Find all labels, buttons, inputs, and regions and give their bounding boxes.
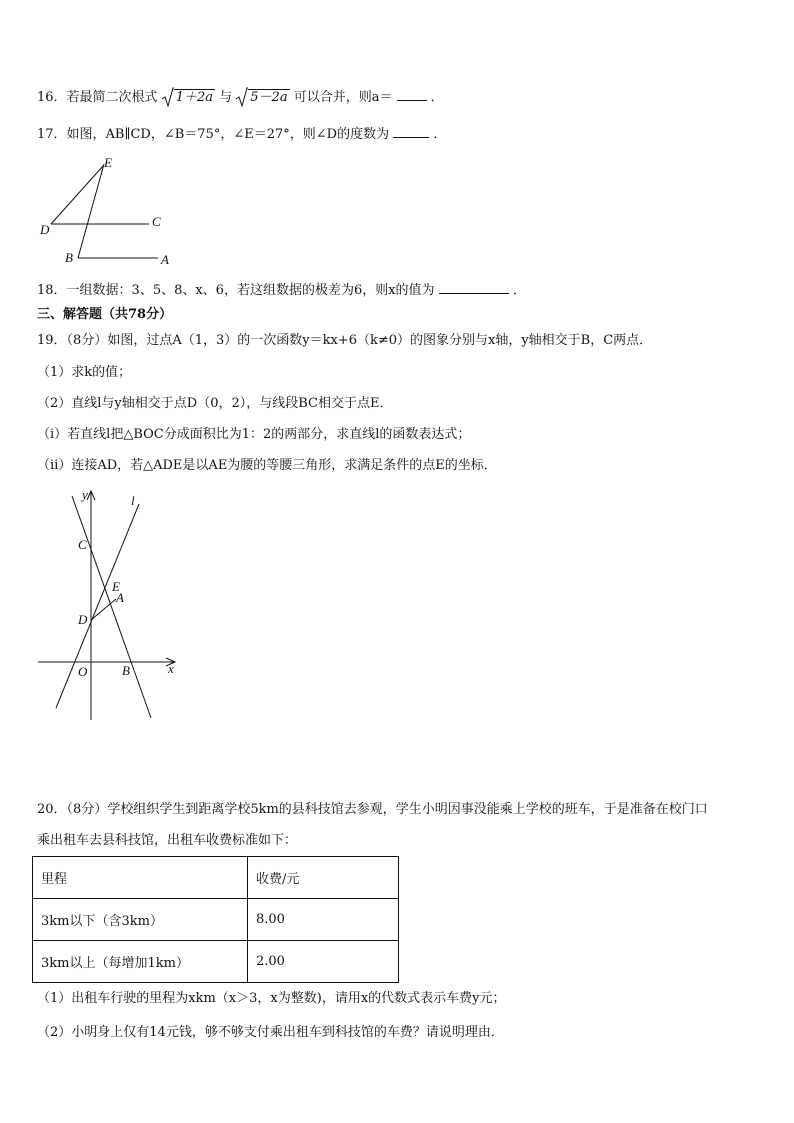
q17-text: 17．如图，AB∥CD，∠B＝75°，∠E＝27°，则∠D的度数为 — [37, 127, 390, 142]
label-e: E — [112, 579, 120, 594]
q17-line — [37, 125, 446, 144]
q19-stem: 19．（8分）如图，过点A（1，3）的一次函数y＝kx+6（k≠0）的图象分别与x轴，y轴相交于B，C两点． — [37, 333, 653, 348]
fare-table — [32, 856, 399, 983]
q16-line — [37, 88, 444, 107]
q16-prefix: 16．若最简二次根式 — [37, 90, 158, 105]
section-heading: 三、解答题（共78分） — [37, 307, 173, 322]
label-b: B — [65, 250, 73, 265]
answer-blank-17[interactable] — [393, 125, 429, 138]
q18-end: ． — [512, 283, 526, 298]
radicand-1: 1＋2a — [175, 90, 213, 105]
label-o: O — [78, 664, 88, 679]
label-e: E — [104, 155, 112, 170]
table-header-row — [33, 857, 399, 899]
header-mileage: 里程 — [33, 857, 248, 899]
q19-part2-ii: （ⅱ）连接AD，若△ADE是以AE为腰的等腰三角形，求满足条件的点E的坐标． — [37, 458, 497, 473]
q20-stem-2: 乘出租车去县科技馆，出租车收费标准如下： — [37, 833, 298, 848]
table-row — [33, 941, 399, 983]
label-d: D — [40, 222, 50, 237]
radical-1 — [162, 89, 215, 107]
q20-part2: （2）小明身上仅有14元钱，够不够支付乘出租车到科技馆的车费？请说明理由． — [37, 1025, 504, 1040]
q19-part2-i: （i）若直线l把△BOC分成面积比为1：2的两部分，求直线l的函数表达式； — [37, 427, 471, 442]
segment-be — [78, 164, 104, 258]
q18-text: 18．一组数据：3、5、8、x、6，若这组数据的极差为6，则x的值为 — [37, 283, 435, 298]
label-x: x — [168, 661, 174, 676]
label-a: A — [116, 590, 124, 605]
label-c: C — [78, 537, 87, 552]
q16-end: ． — [430, 90, 444, 105]
line-cb — [72, 496, 151, 718]
label-c: C — [152, 214, 161, 229]
q18-line — [37, 281, 526, 300]
figure-17 — [36, 152, 176, 268]
figure-19 — [34, 486, 194, 722]
q20-stem-1: 20．（8分）学校组织学生到距离学校5km的县科技馆去参观，学生小明因事没能乘上学校的班车，于是准备在校门口 — [37, 802, 708, 817]
label-d: D — [78, 612, 88, 627]
label-y: y — [82, 487, 88, 502]
header-fee: 收费/元 — [248, 857, 399, 899]
q16-suffix: 可以合并，则a＝ — [293, 90, 393, 105]
cell-mileage: 3km以上（每增加1km） — [33, 941, 248, 983]
q19-part2: （2）直线l与y轴相交于点D（0，2），与线段BC相交于点E． — [37, 396, 393, 411]
q16-mid: 与 — [219, 90, 233, 105]
answer-blank-16[interactable] — [397, 88, 427, 101]
label-l: l — [131, 493, 135, 508]
label-b: B — [122, 663, 130, 678]
radical-2 — [236, 89, 289, 107]
cell-fee: 8.00 — [248, 899, 399, 941]
q20-part1: （1）出租车行驶的里程为xkm（x＞3，x为整数)，请用x的代数式表示车费y元； — [37, 991, 506, 1006]
answer-blank-18[interactable] — [439, 281, 509, 294]
radicand-2: 5－2a — [250, 90, 288, 105]
cell-mileage: 3km以下（含3km） — [33, 899, 248, 941]
cell-fee: 2.00 — [248, 941, 399, 983]
label-a: A — [161, 252, 169, 267]
q17-end: ． — [433, 127, 447, 142]
table-row — [33, 899, 399, 941]
q19-part1: （1）求k的值； — [37, 365, 132, 380]
